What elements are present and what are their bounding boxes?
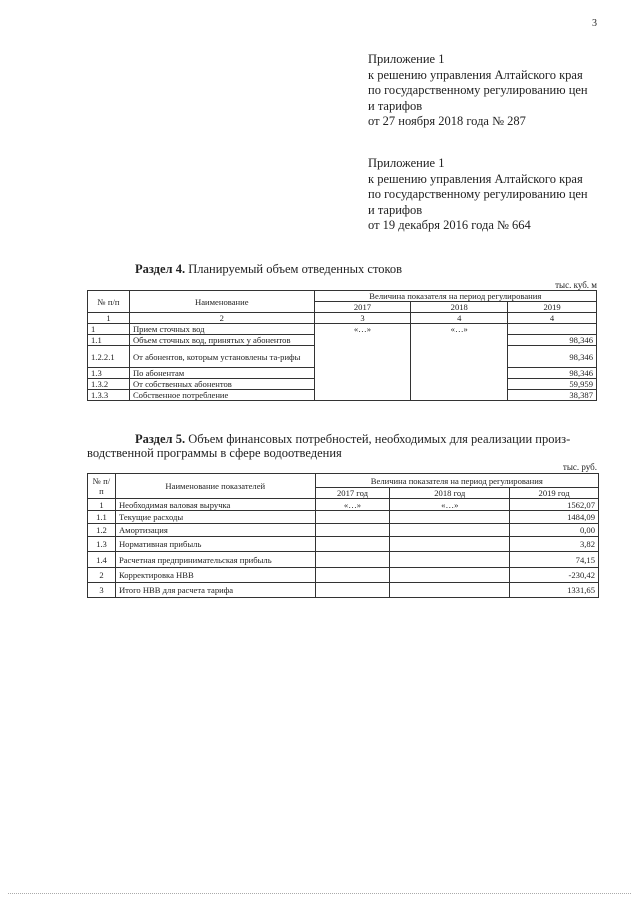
- row-value-2017: [315, 552, 390, 568]
- row-name: Итого НВВ для расчета тарифа: [115, 583, 315, 598]
- index-cell: 4: [508, 313, 597, 324]
- placeholder-2018: «…»: [411, 324, 508, 401]
- row-value-2019: 3,82: [510, 537, 599, 552]
- appendix-line: от 19 декабря 2016 года № 664: [368, 218, 531, 232]
- row-num: 3: [88, 583, 116, 598]
- section5-table: [87, 473, 599, 598]
- row-num: 1.3: [88, 537, 116, 552]
- section4-unit: тыс. куб. м: [555, 280, 597, 290]
- section4-title: [135, 262, 402, 277]
- index-cell: 2: [129, 313, 314, 324]
- row-value-2017: [315, 524, 390, 537]
- table-row: [88, 524, 599, 537]
- appendix-header-2: [368, 156, 588, 234]
- row-name: Объем сточных вод, принятых у абонентов: [129, 335, 314, 346]
- header-name: Наименование показателей: [115, 474, 315, 499]
- row-value-2017: [315, 568, 390, 583]
- row-value-2019: 1562,07: [510, 499, 599, 511]
- row-value-2019: [508, 324, 597, 335]
- section4-table: [87, 290, 597, 401]
- section5-title-bold: Раздел 5.: [135, 432, 186, 446]
- row-name: Текущие расходы: [115, 511, 315, 524]
- row-value-2019: 0,00: [510, 524, 599, 537]
- row-num: 2: [88, 568, 116, 583]
- row-num: 1: [88, 324, 130, 335]
- appendix-line: Приложение 1: [368, 156, 445, 170]
- header-period: Величина показателя на период регулирования: [314, 291, 596, 302]
- row-num: 1.2.2.1: [88, 346, 130, 368]
- row-name: Собственное потребление: [129, 390, 314, 401]
- header-name: Наименование: [129, 291, 314, 313]
- section5-title-line2: водственной программы в сфере водоотведения: [87, 446, 342, 460]
- appendix-line: Приложение 1: [368, 52, 445, 66]
- row-value-2017: [315, 537, 390, 552]
- row-value-2019: 74,15: [510, 552, 599, 568]
- header-2019: 2019: [508, 302, 597, 313]
- section4-title-bold: Раздел 4.: [135, 262, 186, 276]
- row-name: От абонентов, которым установлены та-рифы: [129, 346, 314, 368]
- row-num: 1: [88, 499, 116, 511]
- row-name: Нормативная прибыль: [115, 537, 315, 552]
- section4-title-text: Планируемый объем отведенных стоков: [185, 262, 403, 276]
- placeholder-2017: «…»: [314, 324, 411, 401]
- appendix-line: по государственному регулированию цен: [368, 187, 588, 201]
- row-value-2019: -230,42: [510, 568, 599, 583]
- row-value-2019: 59,959: [508, 379, 597, 390]
- row-value-2018: [390, 537, 510, 552]
- row-name: Амортизация: [115, 524, 315, 537]
- table-row: [88, 499, 599, 511]
- row-num: 1.3.2: [88, 379, 130, 390]
- appendix-line: и тарифов: [368, 98, 423, 113]
- row-name: По абонентам: [129, 368, 314, 379]
- appendix-line: к решению управления Алтайского края: [368, 171, 583, 186]
- table-row: [88, 537, 599, 552]
- row-name: Корректировка НВВ: [115, 568, 315, 583]
- row-value-2019: 98,346: [508, 368, 597, 379]
- row-num: 1.2: [88, 524, 116, 537]
- row-num: 1.4: [88, 552, 116, 568]
- index-cell: 3: [314, 313, 411, 324]
- row-num: 1.3: [88, 368, 130, 379]
- header-2018: 2018: [411, 302, 508, 313]
- table-row: [88, 568, 599, 583]
- row-name: Прием сточных вод: [129, 324, 314, 335]
- row-value-2019: 98,346: [508, 346, 597, 368]
- row-value-2018: «…»: [390, 499, 510, 511]
- section5-title-text: Объем финансовых потребностей, необходимых для реализации произ-: [185, 432, 571, 446]
- header-period: Величина показателя на период регулирования: [315, 474, 598, 488]
- section5-title: [135, 432, 570, 447]
- header-2018: 2018 год: [390, 488, 510, 499]
- table-row: [88, 552, 599, 568]
- row-num: 1.3.3: [88, 390, 130, 401]
- header-num: № п/п: [88, 474, 116, 499]
- bottom-edge-line: [8, 893, 631, 894]
- header-num: № п/п: [88, 291, 130, 313]
- row-name: Расчетная предпринимательская прибыль: [115, 552, 315, 568]
- row-name: Необходимая валовая выручка: [115, 499, 315, 511]
- appendix-line: от 27 ноября 2018 года № 287: [368, 114, 526, 128]
- header-2019: 2019 год: [510, 488, 599, 499]
- row-num: 1.1: [88, 335, 130, 346]
- table-row: [88, 583, 599, 598]
- header-2017: 2017: [314, 302, 411, 313]
- row-value-2019: 38,387: [508, 390, 597, 401]
- page-number: 3: [592, 18, 597, 29]
- row-value-2018: [390, 524, 510, 537]
- row-value-2019: 1331,65: [510, 583, 599, 598]
- row-value-2019: 98,346: [508, 335, 597, 346]
- row-value-2018: [390, 511, 510, 524]
- appendix-header-1: [368, 52, 588, 130]
- appendix-line: к решению управления Алтайского края: [368, 67, 583, 82]
- index-cell: 1: [88, 313, 130, 324]
- row-num: 1.1: [88, 511, 116, 524]
- row-value-2018: [390, 568, 510, 583]
- appendix-line: и тарифов: [368, 202, 423, 217]
- row-value-2017: «…»: [315, 499, 390, 511]
- header-2017: 2017 год: [315, 488, 390, 499]
- index-cell: 4: [411, 313, 508, 324]
- row-value-2017: [315, 583, 390, 598]
- section5-unit: тыс. руб.: [562, 462, 597, 472]
- row-value-2019: 1484,09: [510, 511, 599, 524]
- appendix-line: по государственному регулированию цен: [368, 83, 588, 97]
- row-value-2017: [315, 511, 390, 524]
- row-value-2018: [390, 583, 510, 598]
- row-name: От собственных абонентов: [129, 379, 314, 390]
- row-value-2018: [390, 552, 510, 568]
- table-row: [88, 324, 597, 335]
- table-row: [88, 511, 599, 524]
